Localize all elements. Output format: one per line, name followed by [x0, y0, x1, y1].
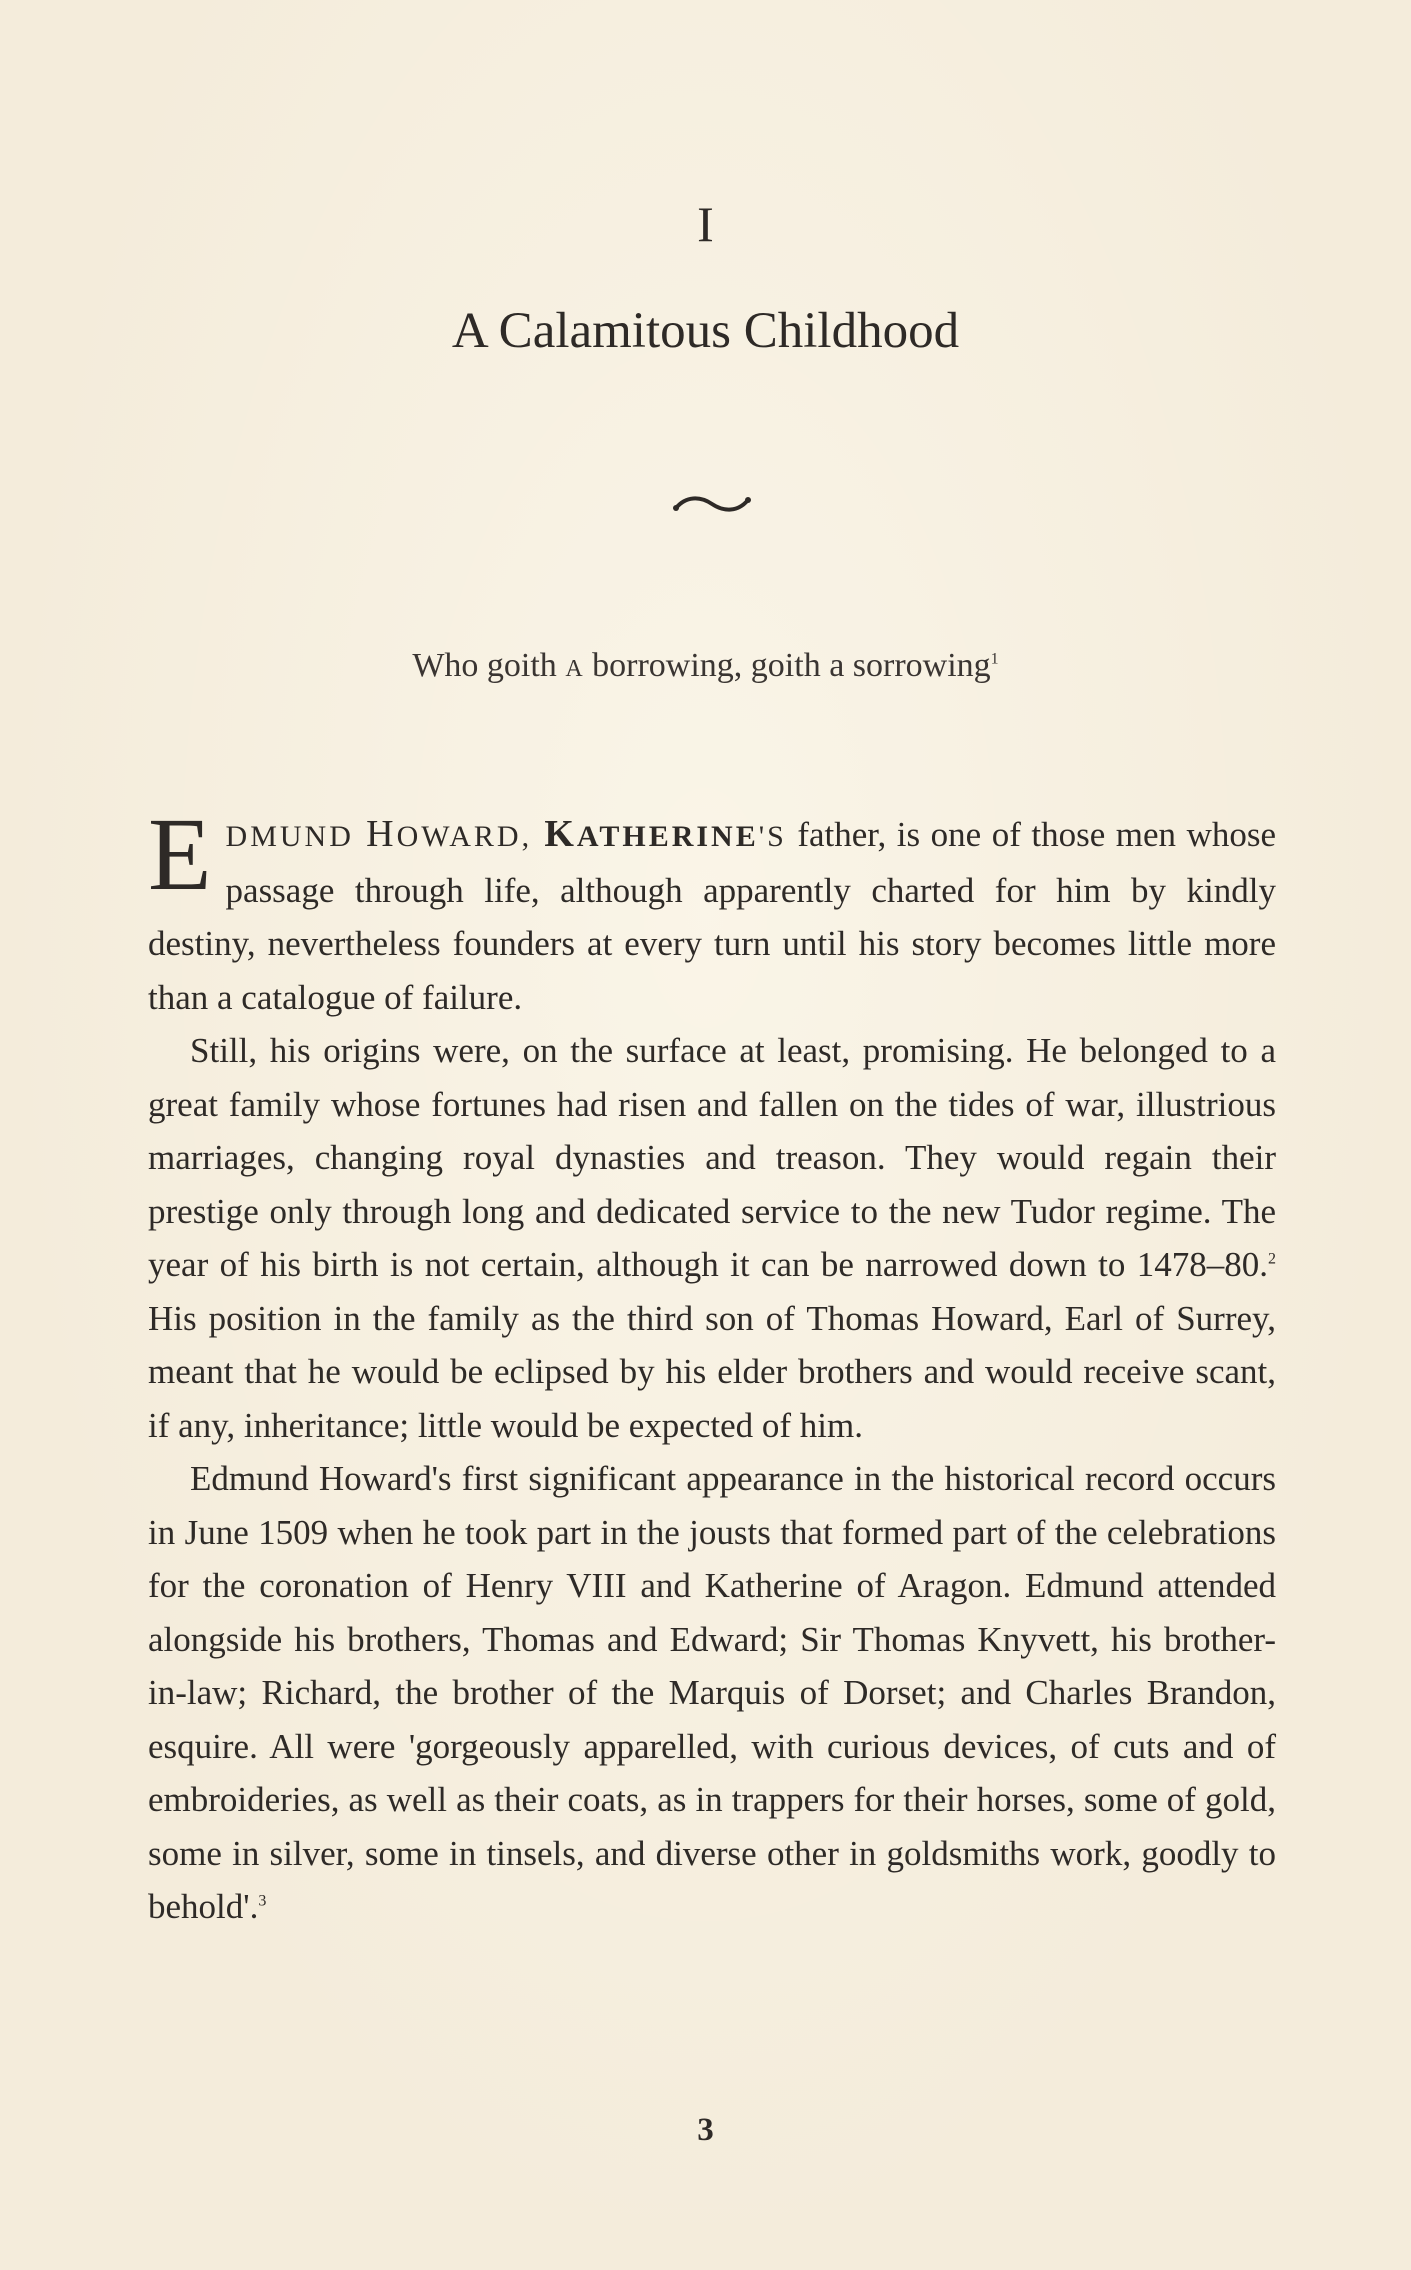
- swung-dash-ornament-icon: [672, 488, 754, 518]
- epigraph: [0, 644, 1411, 691]
- opening-possessive: 'S: [758, 820, 787, 853]
- opening-smallcaps: [225, 813, 787, 855]
- opening-surname: OWARD,: [396, 820, 533, 853]
- body-text: [148, 797, 1276, 1934]
- paragraph-2-part-a: Still, his origins were, on the surface at least, promising. He belonged to a great family whose fortunes had risen and fallen on the tides of war, illustrious marriages, changing royal dynasties and treason. They would regain their prestige only through long and dedicated service to the new Tudor regime. The year of his birth is not certain, although it can be narrowed down to 1478–80.: [148, 1031, 1276, 1284]
- epigraph-text-end: borrowing, goith a sorrowing: [583, 647, 991, 684]
- footnote-ref-2: 2: [1268, 1250, 1276, 1268]
- paragraph-1: [148, 797, 1276, 1024]
- opening-name: DMUND: [225, 820, 354, 853]
- epigraph-text-start: Who goith: [412, 647, 566, 684]
- opening-katherine: ATHERINE: [576, 820, 759, 853]
- footnote-ref-3: 3: [258, 1892, 267, 1910]
- page-number: 3: [697, 2112, 714, 2148]
- opening-surname-cap: H: [366, 813, 397, 855]
- opening-katherine-cap: K: [544, 813, 577, 855]
- chapter-title: A Calamitous Childhood: [451, 303, 960, 359]
- epigraph-smallcaps: A: [565, 656, 584, 682]
- epigraph-footnote-ref: 1: [990, 650, 999, 668]
- paragraph-3-text: Edmund Howard's first significant appearance in the historical record occurs in June 1509 when he took part in the jousts that formed part of the celebrations for the coronation of Henry VIII and Katherine of Aragon. Edmund attended alongside his brothers, Thomas and Edward; Sir Thomas Knyvett, his brother-in-law; Richard, the brother of the Marquis of Dorset; and Charles Brandon, esquire. All were 'gorgeously apparelled, with curious devices, of cuts and of embroideries, as well as their coats, as in trappers for their horses, some of gold, some in silver, some in tinsels, and diverse other in goldsmiths work, goodly to behold'.: [148, 1459, 1276, 1926]
- drop-cap: E: [148, 797, 212, 912]
- paragraph-1-rest: father, is one of those men whose passage through life, although apparently charted for him by kindly destiny, nevertheless founders at every turn until his story becomes little more than a catalogue of failure.: [148, 815, 1276, 1017]
- chapter-number: I: [697, 196, 714, 252]
- paragraph-2: [148, 1024, 1276, 1452]
- paragraph-2-part-b: His position in the family as the third son of Thomas Howard, Earl of Surrey, meant that he would be eclipsed by his elder brothers and would receive scant, if any, inheritance; little would be expected of him.: [148, 1298, 1276, 1445]
- paragraph-3: [148, 1452, 1276, 1934]
